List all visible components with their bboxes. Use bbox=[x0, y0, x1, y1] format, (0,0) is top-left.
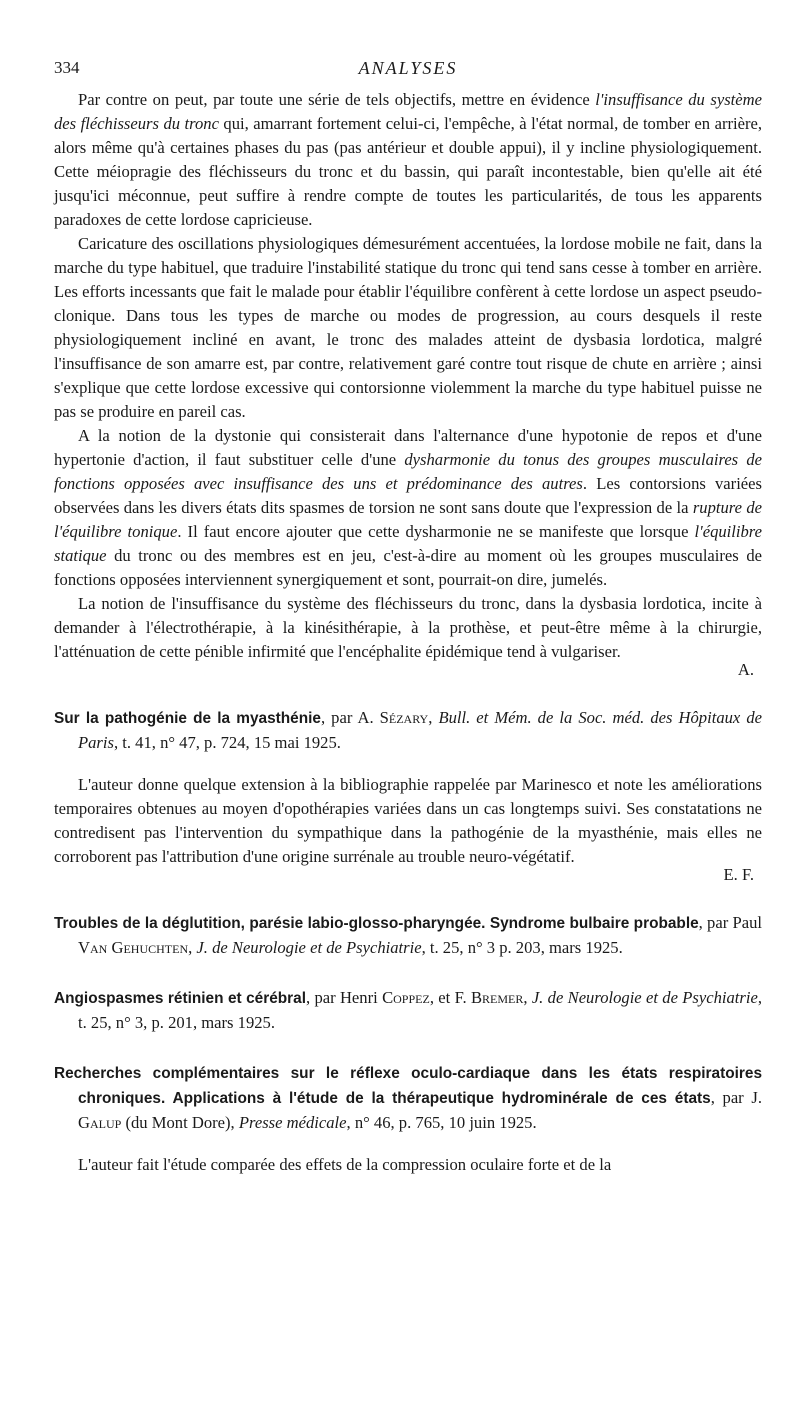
entry-citation: , par J. Galup (du Mont Dore), Presse médicale, n° 46, p. 765, 10 juin 1925. bbox=[78, 1088, 762, 1132]
page-number: 334 bbox=[54, 58, 80, 77]
italic-text: Presse médicale bbox=[238, 1113, 347, 1132]
signature: A. bbox=[737, 660, 754, 679]
entry-title: Angiospasmes rétinien et cérébral bbox=[54, 990, 306, 1007]
entry-body: L'auteur fait l'étude comparée des effets de la compression oculaire forte et de la bbox=[78, 1155, 612, 1174]
entry-heading bbox=[54, 986, 762, 1035]
entry-body: L'auteur donne quelque extension à la bibliographie rappelée par Marinesco et note les améliorations temporaires obtenues au moyen d'opothérapies variées dans un cas longtemps suivi. Ses constatations ne contredisent pas l'intervention du sympathique dans la pathogénie de la myasthénie, mais elles ne corroborent pas l'attribution d'une origine surrénale au trouble neuro-végétatif. bbox=[54, 775, 762, 866]
running-head bbox=[54, 54, 762, 88]
paragraph: La notion de l'insuffisance du système des fléchisseurs du tronc, dans la dysbasia lordotica, incite à demander à l'électrothérapie, à la kinésithérapie, à la prothèse, et peut-être même à la chirurgie, l'atténuation de cette pénible infirmité que l'encéphalite épidémique tend à vulgariser. bbox=[54, 594, 762, 661]
author-name: Coppez bbox=[382, 988, 430, 1007]
italic-text: J. de Neurologie et de Psychiatrie bbox=[531, 988, 758, 1007]
entry-heading bbox=[54, 1061, 762, 1135]
author-name: Van Gehuchten bbox=[78, 938, 189, 957]
paragraph: A la notion de la dystonie qui consisterait dans l'alternance d'une hypotonie de repos et d'une hypertonie d'action, il faut substituer celle d'une dysharmonie du tonus des groupes musculaires de fonctions opposées avec insuffisance des uns et prédominance des autres. Les contorsions variées observées dans les divers états dits spasmes de torsion ne sont sans doute que l'expression de la rupture de l'équilibre tonique. Il faut encore ajouter que cette dysharmonie ne se manifeste que lorsque l'équilibre statique du tronc ou des membres est en jeu, c'est-à-dire au moment où les groupes musculaires de fonctions opposées interviennent synergiquement et sont, pourrait-on dire, jumelés. bbox=[54, 426, 763, 589]
abstract-entry bbox=[54, 911, 762, 960]
entry-heading bbox=[54, 911, 762, 960]
entry-citation: , par A. Sézary, Bull. et Mém. de la Soc. méd. des Hôpitaux de Paris, t. 41, n° 47, p. 724, 15 mai 1925. bbox=[78, 708, 762, 752]
entry-title: Recherches complémentaires sur le réflexe oculo-cardiaque dans les états respiratoires chroniques. Applications à l'étude de la thérapeutique hydrominérale de ces états bbox=[54, 1065, 762, 1107]
entry-citation: , par Paul Van Gehuchten, J. de Neurologie et de Psychiatrie, t. 25, n° 3 p. 203, mars 1925. bbox=[78, 913, 762, 957]
italic-text: J. de Neurologie et de Psychiatrie bbox=[196, 938, 422, 957]
italic-text: Bull. et Mém. de la Soc. méd. des Hôpitaux de Paris bbox=[78, 708, 762, 752]
author-name: Bremer bbox=[470, 988, 524, 1007]
abstract-entry bbox=[54, 706, 762, 885]
paragraph: Par contre on peut, par toute une série de tels objectifs, mettre en évidence l'insuffisance du système des fléchisseurs du tronc qui, amarrant fortement celui-ci, l'empêche, à l'état normal, de tomber en arrière, alors même qu'à certaines phases du pas (pas antérieur et double appui), il y incline physiologiquement. Cette méiopragie des fléchisseurs du tronc et du bassin, qui paraît incontestable, bien qu'elle ait été jusqu'ici méconnue, peut suffire à rendre compte de toutes les particularités, de tous les apparents paradoxes de cette lordose capricieuse. bbox=[54, 90, 763, 229]
entry-citation: , par Henri Coppez, et F. Bremer, J. de Neurologie et de Psychiatrie, t. 25, n° 3, p. 201, mars 1925. bbox=[78, 988, 762, 1032]
intro-article bbox=[54, 88, 762, 680]
paragraph: Caricature des oscillations physiologiques démesurément accentuées, la lordose mobile ne fait, dans la marche du type habituel, que traduire l'instabilité statique du tronc qui tend sans cesse à tomber en arrière. Les efforts incessants que fait le malade pour établir l'équilibre confèrent à cette lordose un aspect pseudo-clonique. Dans tous les types de marche ou modes de progression, au cours desquels il reste physiologiquement incliné en avant, le tronc des malades atteint de dysbasia lordotica, malgré l'insuffisance de son amarre est, par contre, relativement garé contre tout risque de chute en arrière ; ainsi s'explique que cette lordose excessive qui contorsionne violemment la marche du type habituel puisse ne pas se produire en pareil cas. bbox=[54, 234, 762, 421]
author-name: Sézary bbox=[379, 708, 429, 727]
abstract-entry bbox=[54, 1061, 762, 1177]
abstract-entry bbox=[54, 986, 762, 1035]
entry-heading bbox=[54, 706, 762, 755]
running-title: ANALYSES bbox=[358, 58, 458, 78]
italic-text: dysharmonie du tonus des groupes musculaires de fonctions opposées avec insuffisance des uns et prédominance des autres bbox=[54, 450, 762, 493]
italic-text: l'équilibre statique bbox=[54, 522, 762, 565]
author-name: Galup bbox=[78, 1113, 122, 1132]
italic-text: rupture de l'équilibre tonique bbox=[54, 498, 763, 541]
entry-title: Sur la pathogénie de la myasthénie bbox=[54, 710, 321, 727]
italic-text: l'insuffisance du système des fléchisseurs du tronc bbox=[54, 90, 762, 133]
entry-title: Troubles de la déglutition, parésie labio-glosso-pharyngée. Syndrome bulbaire probable bbox=[54, 915, 699, 932]
signature: E. F. bbox=[723, 865, 754, 884]
